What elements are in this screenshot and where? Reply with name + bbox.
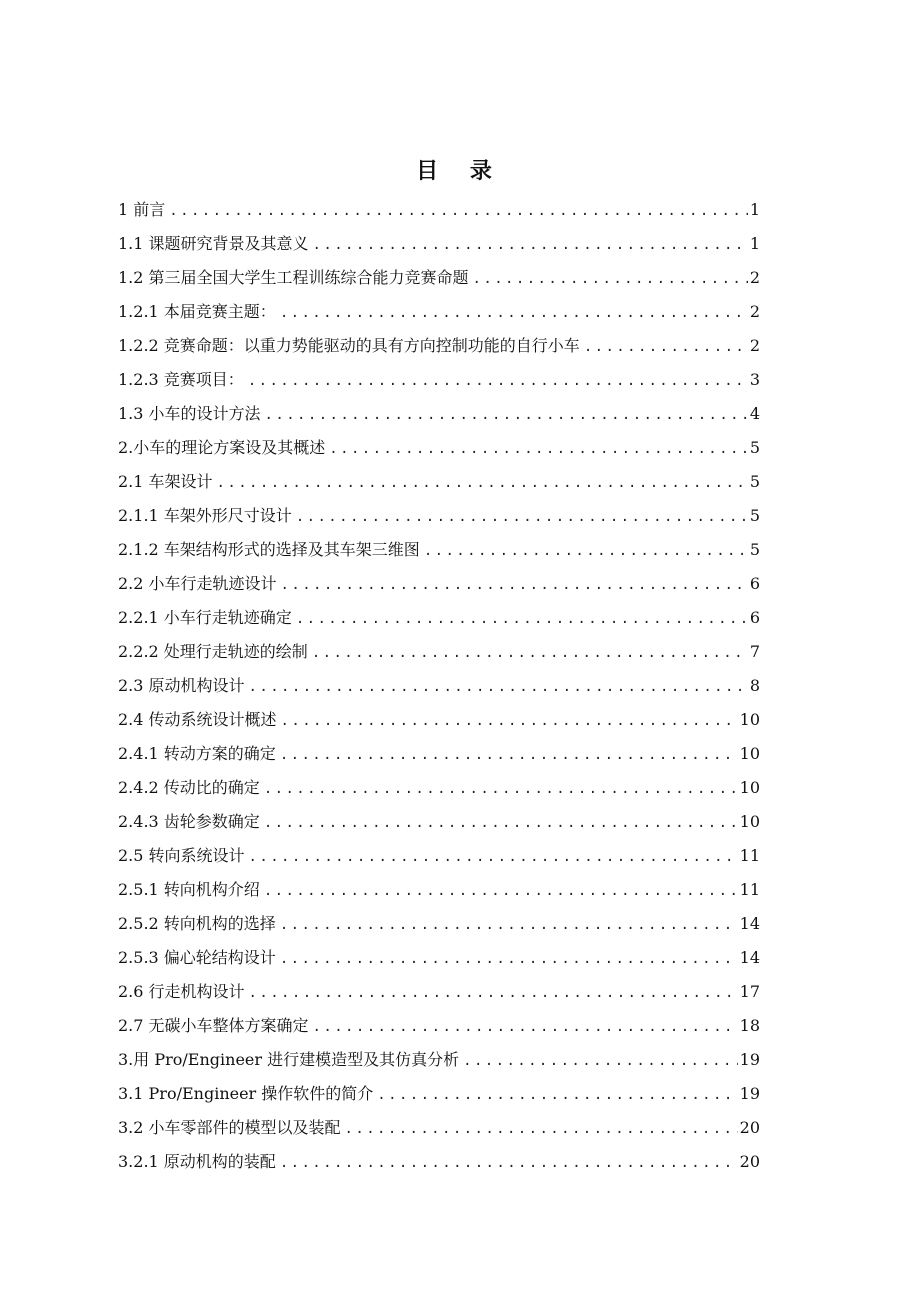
toc-dot-leader bbox=[249, 674, 748, 700]
toc-dot-leader bbox=[296, 606, 748, 632]
toc-entry-page-number: 11 bbox=[739, 880, 760, 899]
toc-dot-leader bbox=[217, 470, 748, 496]
toc-entry-title: 2.4.1 转动方案的确定 bbox=[118, 744, 276, 763]
toc-dot-leader bbox=[248, 368, 748, 394]
toc-entry-page-number: 5 bbox=[749, 540, 760, 559]
toc-entry[interactable] bbox=[118, 979, 760, 1013]
toc-entry-title: 2.5.3 偏心轮结构设计 bbox=[118, 948, 276, 967]
toc-entry-page-number: 2 bbox=[749, 336, 760, 355]
toc-entry-page-number: 19 bbox=[739, 1050, 760, 1069]
toc-entry-page-number: 6 bbox=[749, 608, 760, 627]
toc-entry-title: 1.1 课题研究背景及其意义 bbox=[118, 234, 309, 253]
toc-entry-title: 3.用 Pro/Engineer 进行建模造型及其仿真分析 bbox=[118, 1050, 460, 1069]
toc-entry[interactable] bbox=[118, 469, 760, 503]
toc-entry[interactable] bbox=[118, 571, 760, 605]
toc-entry[interactable] bbox=[118, 605, 760, 639]
toc-dot-leader bbox=[377, 1082, 737, 1108]
toc-entry-title: 2.4.2 传动比的确定 bbox=[118, 778, 260, 797]
toc-entry-title: 2.3 原动机构设计 bbox=[118, 676, 245, 695]
toc-entry-page-number: 5 bbox=[749, 438, 760, 457]
toc-dot-leader bbox=[329, 436, 748, 462]
toc-entry-title: 3.2.1 原动机构的装配 bbox=[118, 1152, 276, 1171]
toc-dot-leader bbox=[169, 198, 748, 224]
toc-entry-page-number: 6 bbox=[749, 574, 760, 593]
toc-dot-leader bbox=[280, 742, 738, 768]
toc-dot-leader bbox=[264, 776, 738, 802]
toc-entry-page-number: 14 bbox=[739, 914, 760, 933]
toc-entry[interactable] bbox=[118, 197, 760, 231]
toc-entry-page-number: 10 bbox=[739, 710, 760, 729]
toc-entry-title: 2.5.1 转向机构介绍 bbox=[118, 880, 260, 899]
toc-dot-leader bbox=[280, 912, 738, 938]
toc-entry[interactable] bbox=[118, 503, 760, 537]
toc-entry[interactable] bbox=[118, 741, 760, 775]
toc-dot-leader bbox=[296, 504, 748, 530]
toc-dot-leader bbox=[280, 1150, 738, 1176]
toc-dot-leader bbox=[473, 266, 748, 292]
toc-entry-title: 1.3 小车的设计方法 bbox=[118, 404, 261, 423]
toc-entry-page-number: 10 bbox=[739, 778, 760, 797]
toc-entry[interactable] bbox=[118, 673, 760, 707]
toc-entry-title: 2.小车的理论方案设及其概述 bbox=[118, 438, 326, 457]
toc-entry-title: 1.2 第三届全国大学生工程训练综合能力竞赛命题 bbox=[118, 268, 469, 287]
toc-entry-title: 2.1.1 车架外形尺寸设计 bbox=[118, 506, 292, 525]
toc-entry[interactable] bbox=[118, 537, 760, 571]
toc-entry-page-number: 17 bbox=[739, 982, 760, 1001]
toc-dot-leader bbox=[312, 640, 748, 666]
toc-title: 目 录 bbox=[416, 159, 504, 184]
toc-entry-page-number: 8 bbox=[749, 676, 760, 695]
toc-entry-title: 2.6 行走机构设计 bbox=[118, 982, 245, 1001]
toc-entry-page-number: 10 bbox=[739, 812, 760, 831]
toc-entry-title: 2.5 转向系统设计 bbox=[118, 846, 245, 865]
toc-entry-page-number: 19 bbox=[739, 1084, 760, 1103]
toc-entry-title: 2.4.3 齿轮参数确定 bbox=[118, 812, 260, 831]
toc-entry[interactable] bbox=[118, 401, 760, 435]
toc-entry-title: 2.7 无碳小车整体方案确定 bbox=[118, 1016, 309, 1035]
toc-entry[interactable] bbox=[118, 231, 760, 265]
toc-entry-title: 2.1.2 车架结构形式的选择及其车架三维图 bbox=[118, 540, 420, 559]
toc-entry-title: 3.1 Pro/Engineer 操作软件的简介 bbox=[118, 1084, 374, 1103]
toc-entry[interactable] bbox=[118, 367, 760, 401]
toc-entry[interactable] bbox=[118, 945, 760, 979]
toc-entry-page-number: 20 bbox=[739, 1118, 760, 1137]
toc-entry-title: 1.2.1 本届竞赛主题： bbox=[118, 302, 276, 321]
toc-entry[interactable] bbox=[118, 1013, 760, 1047]
toc-entry-page-number: 11 bbox=[739, 846, 760, 865]
toc-entry-title: 2.4 传动系统设计概述 bbox=[118, 710, 277, 729]
toc-entry-title: 2.2.2 处理行走轨迹的绘制 bbox=[118, 642, 308, 661]
toc-entry[interactable] bbox=[118, 435, 760, 469]
toc-dot-leader bbox=[249, 980, 738, 1006]
toc-entry-title: 1.2.3 竞赛项目： bbox=[118, 370, 244, 389]
toc-entry-page-number: 14 bbox=[739, 948, 760, 967]
toc-entry[interactable] bbox=[118, 707, 760, 741]
toc-dot-leader bbox=[249, 844, 738, 870]
toc-entry-title: 2.1 车架设计 bbox=[118, 472, 213, 491]
toc-entry-title: 1 前言 bbox=[118, 200, 166, 219]
toc-entry-page-number: 4 bbox=[749, 404, 760, 423]
toc-entry-title: 2.2.1 小车行走轨迹确定 bbox=[118, 608, 292, 627]
toc-dot-leader bbox=[280, 946, 738, 972]
toc-entry[interactable] bbox=[118, 809, 760, 843]
toc-entry[interactable] bbox=[118, 911, 760, 945]
toc-entry[interactable] bbox=[118, 877, 760, 911]
toc-entry-title: 3.2 小车零部件的模型以及装配 bbox=[118, 1118, 341, 1137]
toc-dot-leader bbox=[424, 538, 748, 564]
toc-entry-page-number: 7 bbox=[749, 642, 760, 661]
toc-entry-page-number: 20 bbox=[739, 1152, 760, 1171]
toc-dot-leader bbox=[345, 1116, 738, 1142]
toc-dot-leader bbox=[313, 232, 748, 258]
toc-dot-leader bbox=[463, 1048, 738, 1074]
toc-dot-leader bbox=[281, 572, 748, 598]
toc-entry[interactable] bbox=[118, 1115, 760, 1149]
toc-dot-leader bbox=[280, 300, 748, 326]
toc-entry[interactable] bbox=[118, 299, 760, 333]
toc-dot-leader bbox=[313, 1014, 738, 1040]
toc-dot-leader bbox=[264, 810, 738, 836]
toc-entry[interactable] bbox=[118, 775, 760, 809]
toc-entry[interactable] bbox=[118, 1047, 760, 1081]
toc-dot-leader bbox=[265, 402, 748, 428]
toc-entry[interactable] bbox=[118, 1081, 760, 1115]
toc-entry-page-number: 1 bbox=[749, 234, 760, 253]
toc-dot-leader bbox=[281, 708, 738, 734]
toc-entry-page-number: 3 bbox=[749, 370, 760, 389]
toc-entry-page-number: 10 bbox=[739, 744, 760, 763]
toc-entry[interactable] bbox=[118, 265, 760, 299]
toc-entry-page-number: 2 bbox=[749, 302, 760, 321]
toc-dot-leader bbox=[584, 334, 748, 360]
toc-entry-page-number: 2 bbox=[749, 268, 760, 287]
table-of-contents bbox=[118, 197, 760, 1183]
toc-entry[interactable] bbox=[118, 843, 760, 877]
toc-entry[interactable] bbox=[118, 333, 760, 367]
toc-entry-page-number: 5 bbox=[749, 506, 760, 525]
toc-entry[interactable] bbox=[118, 1149, 760, 1183]
toc-entry-page-number: 5 bbox=[749, 472, 760, 491]
toc-entry-title: 2.5.2 转向机构的选择 bbox=[118, 914, 276, 933]
toc-entry-page-number: 1 bbox=[749, 200, 760, 219]
toc-entry-page-number: 18 bbox=[739, 1016, 760, 1035]
toc-entry-title: 2.2 小车行走轨迹设计 bbox=[118, 574, 277, 593]
toc-entry[interactable] bbox=[118, 639, 760, 673]
toc-entry-title: 1.2.2 竞赛命题：以重力势能驱动的具有方向控制功能的自行小车 bbox=[118, 336, 580, 355]
toc-dot-leader bbox=[264, 878, 738, 904]
